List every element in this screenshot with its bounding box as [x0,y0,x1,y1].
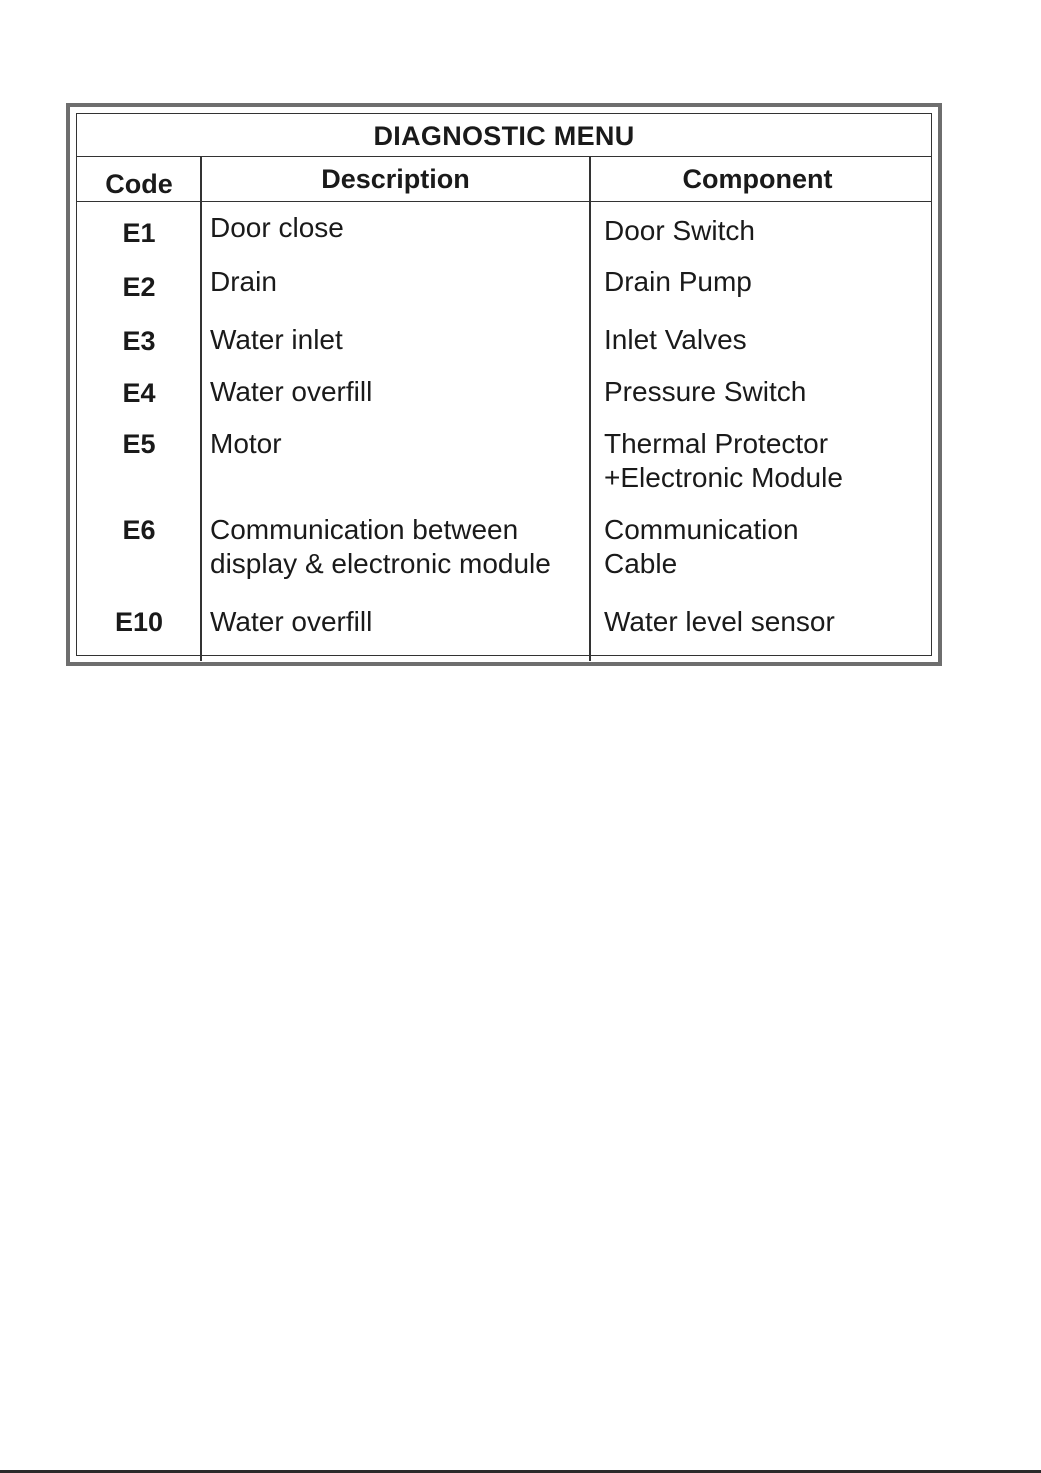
row-code: E4 [122,378,156,408]
row-component-line-2: +Electronic Module [604,462,843,493]
row-description: Drain [210,266,277,297]
row-description: Water overfill [210,376,373,407]
row-description: Water inlet [210,324,343,355]
row-description-line-1: Communication between [210,514,519,545]
row-component: Inlet Valves [604,324,747,355]
table-inner-border [76,113,932,656]
row-description: Door close [210,212,344,243]
column-divider [589,157,591,661]
table-title: DIAGNOSTIC MENU [77,114,931,157]
row-code: E1 [122,218,156,248]
row-code: E5 [122,429,156,459]
row-code: E10 [114,607,164,637]
row-component: Drain Pump [604,266,752,297]
diagnostic-menu-table [66,103,942,666]
row-component: Pressure Switch [604,376,807,407]
row-code: E2 [122,272,156,302]
row-code: E3 [122,326,156,356]
row-description-line-2: display & electronic module [210,548,551,579]
table-header-row [77,157,931,202]
row-component-line-1: Communication [604,514,799,545]
row-description: Water overfill [210,606,373,637]
row-component-line-2: Cable [604,548,678,579]
row-component: Door Switch [604,215,755,246]
row-component: Water level sensor [604,606,835,637]
header-component: Component [682,164,833,194]
header-code: Code [105,169,173,199]
row-component-line-1: Thermal Protector [604,428,829,459]
row-code: E6 [122,515,156,545]
row-description: Motor [210,428,282,459]
header-description: Description [321,164,470,194]
